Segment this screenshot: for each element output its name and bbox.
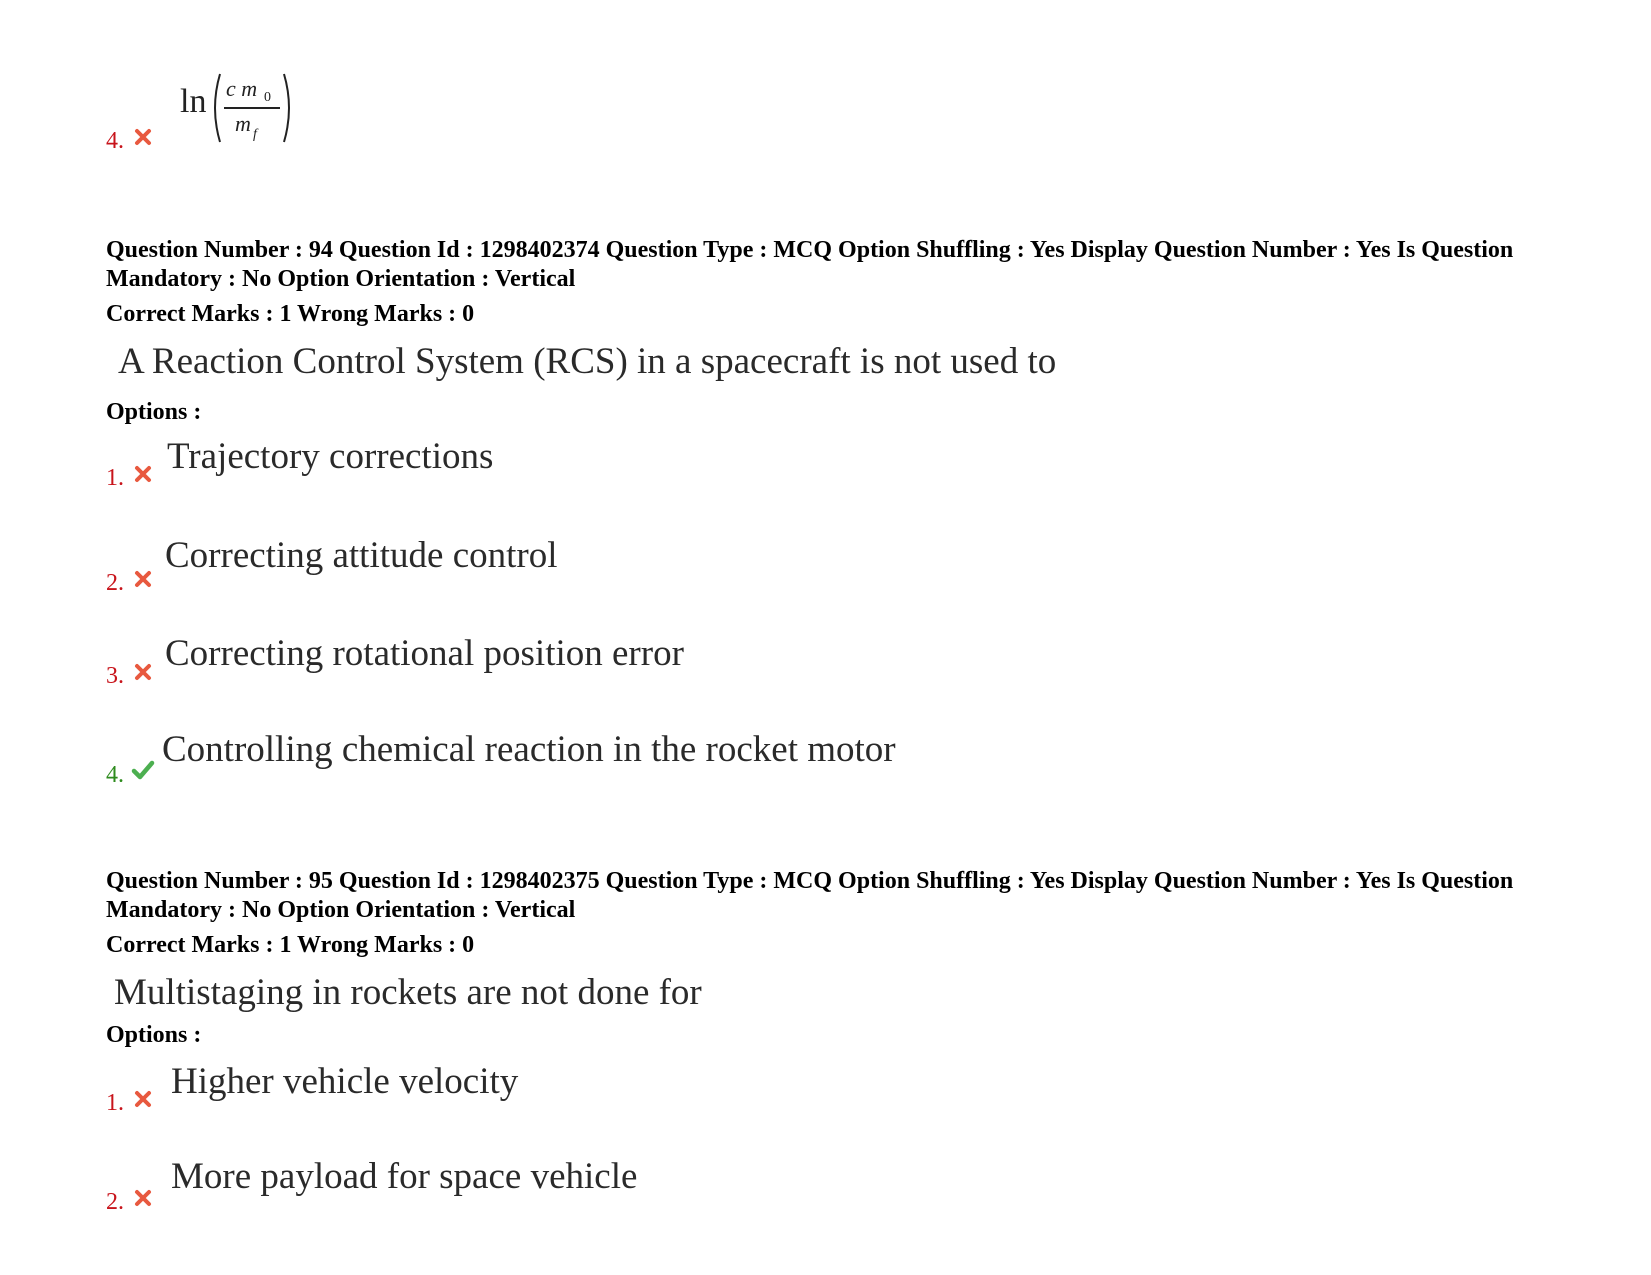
log-formula [180,68,310,148]
check-icon [131,759,155,781]
formula-numerator: c m [226,76,258,101]
formula-ln: ln [180,83,207,120]
q95-question-text: Multistaging in rockets are not done for [114,972,702,1013]
q95-option-1-number: 1. [106,1090,124,1116]
q94-option-3-text: Correcting rotational position error [165,633,684,674]
cross-icon [133,569,153,589]
q95-option-2-text: More payload for space vehicle [171,1156,638,1197]
formula-denominator: m [235,111,251,136]
formula-numerator-sub: 0 [264,90,271,105]
cross-icon [133,1089,153,1109]
q94-option-1-number: 1. [106,465,124,491]
q95-option-1-text: Higher vehicle velocity [171,1061,519,1102]
q94-option-2-number: 2. [106,570,124,596]
prev-option-4-number: 4. [106,128,124,154]
formula-denominator-sub: f [253,127,257,142]
cross-icon [133,1188,153,1208]
q94-question-text: A Reaction Control System (RCS) in a spacecraft is not used to [118,341,1057,382]
q94-options-label: Options : [106,399,202,425]
cross-icon [133,464,153,484]
cross-icon [133,662,153,682]
q94-option-1-text: Trajectory corrections [167,436,494,477]
q94-option-2-text: Correcting attitude control [165,535,558,576]
q95-option-2-number: 2. [106,1189,124,1215]
q95-marks: Correct Marks : 1 Wrong Marks : 0 [106,932,475,958]
q94-option-4-text: Controlling chemical reaction in the rocket motor [162,729,896,770]
cross-icon [133,127,153,147]
q95-meta: Question Number : 95 Question Id : 1298402375 Question Type : MCQ Option Shuffling : Yes Display Question Number : Yes Is Question Mandatory : No Option Orientation : Vertical [106,868,1514,923]
q95-options-label: Options : [106,1022,202,1048]
q94-meta: Question Number : 94 Question Id : 1298402374 Question Type : MCQ Option Shuffling : Yes Display Question Number : Yes Is Question Mandatory : No Option Orientation : Vertical [106,237,1514,292]
q94-marks: Correct Marks : 1 Wrong Marks : 0 [106,301,475,327]
q94-option-3-number: 3. [106,663,124,689]
q94-option-4-number: 4. [106,762,124,788]
